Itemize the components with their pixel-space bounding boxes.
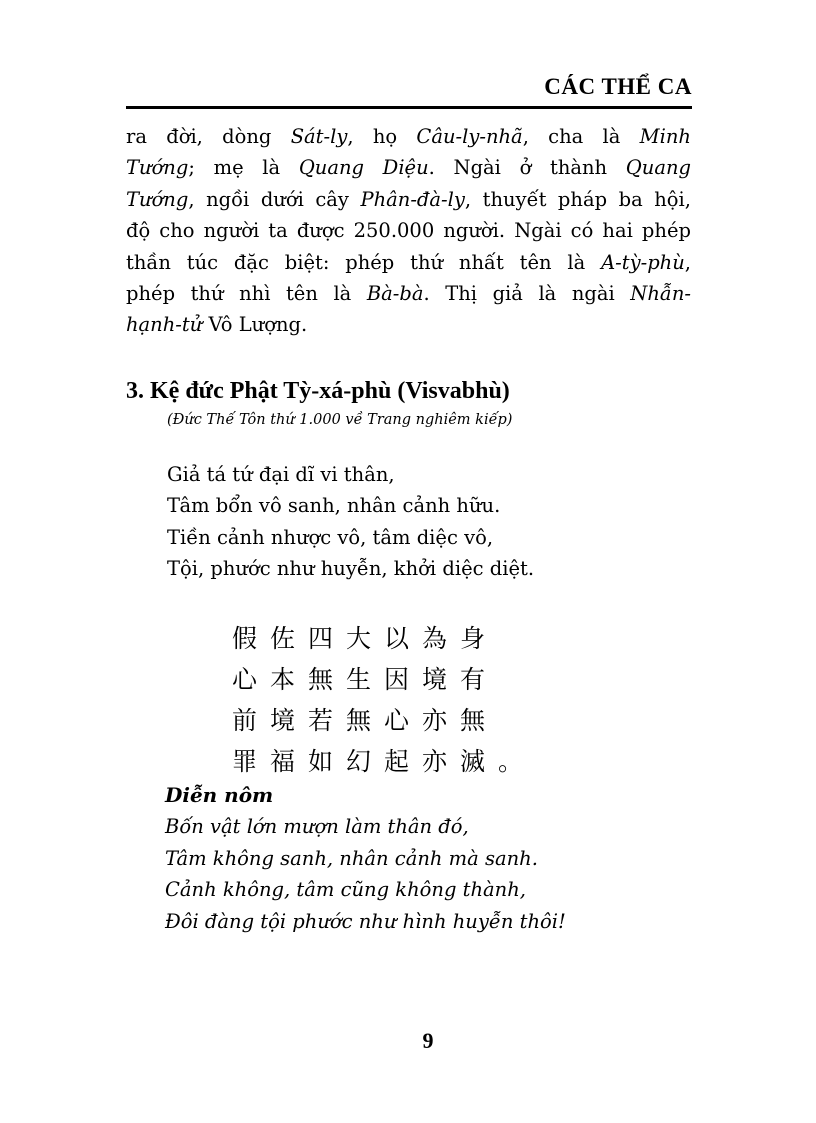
text-run: . Thị giả là ngài (423, 282, 631, 306)
text-run: , (684, 250, 691, 274)
italic-name: A-tỳ-phù (601, 250, 685, 274)
verse-chinese (232, 618, 536, 782)
text-run: , cha là (522, 125, 640, 148)
paragraph-line (126, 278, 691, 309)
paragraph-line (126, 309, 691, 340)
italic-name: Sát-ly (290, 125, 348, 148)
section-title: 3. Kệ đức Phật Tỳ-xá-phù (Visvabhù) (126, 378, 510, 404)
text-run: , thuyết pháp ba hội, (464, 187, 691, 211)
chinese-line: 假佐四大以為身 (232, 624, 499, 653)
text-run: ; mẹ là (188, 156, 299, 180)
verse-nom (165, 811, 566, 937)
italic-name: Quang (625, 156, 691, 180)
verse-line: Tội, phước như huyễn, khởi diệc diệt. (167, 557, 535, 581)
running-header (126, 64, 692, 109)
text-run: Vô Lượng. (202, 313, 308, 337)
text-run: thần túc đặc biệt: phép thứ nhất tên là (126, 250, 602, 274)
nom-heading: Diễn nôm (165, 783, 274, 807)
chinese-line: 前境若無心亦無 (232, 706, 499, 735)
chinese-line: 罪福如幻起亦滅。 (232, 747, 537, 776)
verse-line: Tâm bổn vô sanh, nhân cảnh hữu. (167, 494, 501, 518)
text-run: , họ (347, 125, 417, 148)
italic-name: Bà-bà (366, 282, 424, 306)
italic-name: Tướng (126, 187, 189, 211)
nom-line: Cảnh không, tâm cũng không thành, (165, 878, 526, 902)
paragraph-line (126, 247, 691, 278)
text-run: phép thứ nhì tên là (126, 282, 367, 306)
italic-name: hạnh-tử (126, 313, 203, 337)
body-paragraph (126, 121, 691, 341)
verse-transliteration (167, 459, 534, 585)
italic-name: Phân-đà-ly (360, 187, 465, 211)
section-subtitle: (Đức Thế Tôn thứ 1.000 về Trang nghiêm kiếp) (167, 412, 513, 428)
paragraph-line (126, 215, 691, 246)
nom-line: Đôi đàng tội phước như hình huyễn thôi! (165, 909, 566, 933)
chinese-line: 心本無生因境有 (232, 665, 499, 694)
text-run: , ngồi dưới cây (188, 187, 361, 211)
italic-name: Câu-ly-nhã (416, 125, 523, 148)
text-run: độ cho người ta được 250.000 người. Ngài có hai phép (126, 219, 691, 243)
text-run: . Ngài ở thành (428, 156, 626, 180)
text-run: ra đời, dòng (126, 125, 291, 148)
italic-name: Tướng (126, 156, 189, 180)
italic-name: Quang Diệu (298, 156, 429, 180)
paragraph-line (126, 152, 691, 183)
nom-line: Bốn vật lớn mượn làm thân đó, (165, 815, 469, 838)
paragraph-line (126, 121, 691, 152)
paragraph-line (126, 184, 691, 215)
italic-name: Minh (639, 125, 691, 148)
verse-line: Giả tá tứ đại dĩ vi thân, (167, 463, 395, 486)
header-title: CÁC THỂ CA (544, 74, 692, 99)
nom-line: Tâm không sanh, nhân cảnh mà sanh. (165, 846, 538, 870)
italic-name: Nhẫn- (630, 282, 691, 306)
verse-line: Tiền cảnh nhược vô, tâm diệc vô, (167, 525, 494, 549)
page-number: 9 (422, 1028, 434, 1053)
